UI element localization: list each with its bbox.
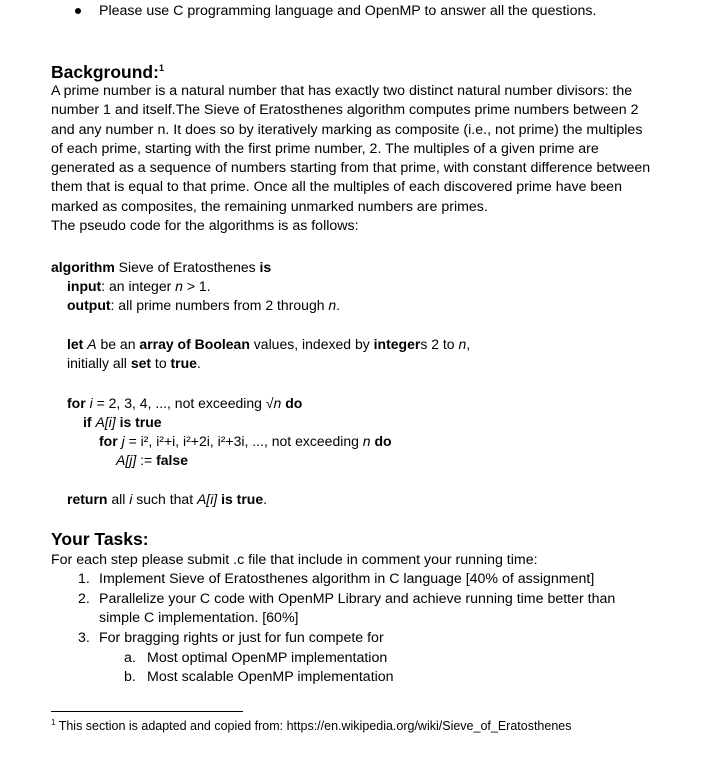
- tasks-intro: For each step please submit .c file that include in comment your running time:: [51, 552, 538, 568]
- keyword: is true: [119, 414, 162, 430]
- pseudocode-for-inner-line: [99, 432, 392, 451]
- variable: A: [95, 414, 105, 430]
- code-text: : an integer: [101, 278, 176, 294]
- footnote-marker: 1: [51, 717, 56, 727]
- code-text: s 2 to: [420, 336, 459, 352]
- variable: j: [121, 433, 125, 449]
- keyword: return: [67, 491, 108, 507]
- pseudocode-if-line: [83, 413, 162, 432]
- keyword: if: [83, 414, 92, 430]
- variable: n: [458, 336, 467, 352]
- keyword: input: [67, 278, 102, 294]
- variable: n: [273, 395, 282, 411]
- background-heading: [51, 61, 164, 83]
- keyword: algorithm: [51, 259, 115, 275]
- bullet-icon: [75, 8, 81, 14]
- code-text: initially all: [67, 355, 131, 371]
- variable: i: [89, 395, 93, 411]
- pseudocode-let-line: [67, 335, 470, 354]
- code-text: such that: [132, 491, 197, 507]
- task-number: 3.: [78, 630, 90, 646]
- variable: n: [328, 297, 337, 313]
- sqrt-symbol: √: [265, 395, 274, 411]
- subtask-letter: b.: [124, 669, 136, 685]
- keyword: is true: [217, 491, 264, 507]
- keyword: array of Boolean: [139, 336, 250, 352]
- code-text: .: [336, 297, 341, 313]
- pseudocode-output-line: [67, 296, 340, 315]
- code-text: :=: [136, 452, 157, 468]
- code-text: all: [107, 491, 130, 507]
- variable: A[j]: [116, 452, 137, 468]
- paragraph-line: number 1 and itself.The Sieve of Eratosthenes algorithm computes prime numbers between 2: [51, 102, 639, 119]
- task-text: For bragging rights or just for fun compete for: [99, 630, 384, 646]
- footnote-text: This section is adapted and copied from: https://en.wikipedia.org/wiki/Sieve_of_Eratosthenes: [55, 719, 572, 733]
- instruction-text: Please use C programming language and OpenMP to answer all the questions.: [99, 3, 597, 19]
- pseudocode-for-outer-line: [67, 394, 302, 413]
- pseudocode-return-line: [67, 490, 267, 509]
- code-text: : all prime numbers from 2 through: [110, 297, 329, 313]
- subtask-text: Most optimal OpenMP implementation: [147, 650, 388, 666]
- task-text: Parallelize your C code with OpenMP Library and achieve running time better than: [99, 591, 616, 607]
- code-text: > 1.: [182, 278, 211, 294]
- keyword: do: [285, 395, 303, 411]
- footnote: [51, 718, 572, 734]
- paragraph-line: marked as composites, the remaining unmarked numbers are primes.: [51, 198, 488, 215]
- code-text: = i², i²+i, i²+2i, i²+3i, ..., not exceeding: [124, 433, 363, 449]
- code-text: be an: [96, 336, 140, 352]
- pseudocode-algorithm-line: [51, 258, 271, 277]
- keyword: let: [67, 336, 84, 352]
- paragraph-line: them that is equal to that prime. Once all the multiples of each discovered prime have been: [51, 179, 622, 196]
- keyword: integer: [373, 336, 421, 352]
- paragraph-line: A prime number is a natural number that has exactly two distinct natural number divisors: the: [51, 83, 633, 99]
- algorithm-name: Sieve of Eratosthenes: [114, 259, 260, 275]
- subtask-text: Most scalable OpenMP implementation: [147, 669, 394, 685]
- code-text: to: [151, 355, 171, 371]
- background-heading-text: Background:: [51, 62, 159, 82]
- keyword: is: [259, 259, 272, 275]
- paragraph-line: The pseudo code for the algorithms is as follows:: [51, 218, 359, 235]
- keyword: false: [156, 452, 189, 468]
- pseudocode-assign-line: [116, 451, 188, 470]
- variable: i: [129, 491, 133, 507]
- task-number: 2.: [78, 591, 90, 607]
- subtask-letter: a.: [124, 650, 136, 666]
- variable: n: [175, 278, 183, 294]
- code-text: ,: [466, 336, 471, 352]
- variable: n: [362, 433, 371, 449]
- code-text: .: [263, 491, 267, 507]
- pseudocode-input-line: [67, 277, 211, 296]
- keyword: output: [67, 297, 111, 313]
- variable: A[i]: [196, 491, 218, 507]
- variable: A: [87, 336, 97, 352]
- code-text: values, indexed by: [249, 336, 374, 352]
- keyword: true: [170, 355, 197, 371]
- footnote-divider: [51, 711, 243, 712]
- task-text: Implement Sieve of Eratosthenes algorithm in C language [40% of assignment]: [99, 571, 595, 587]
- tasks-heading: Your Tasks:: [51, 529, 149, 549]
- task-number: 1.: [78, 571, 90, 587]
- keyword: for: [99, 433, 118, 449]
- paragraph-line: of each prime, starting with the first prime number, 2. The multiples of a given prime are: [51, 140, 599, 157]
- keyword: set: [130, 355, 152, 371]
- keyword: for: [67, 395, 86, 411]
- variable: [i]: [104, 414, 116, 430]
- paragraph-line: and any number n. It does so by iteratively marking as composite (i.e., not prime) the multiples: [51, 121, 643, 138]
- code-text: = 2, 3, 4, ..., not exceeding: [92, 395, 266, 411]
- footnote-marker: 1: [158, 63, 164, 74]
- code-text: .: [196, 355, 201, 371]
- pseudocode-init-line: [67, 354, 201, 373]
- paragraph-line: generated as a sequence of numbers starting from that prime, with constant difference between: [51, 160, 651, 177]
- task-text-continued: simple C implementation. [60%]: [99, 610, 299, 626]
- keyword: do: [374, 433, 392, 449]
- background-paragraph: [51, 82, 676, 236]
